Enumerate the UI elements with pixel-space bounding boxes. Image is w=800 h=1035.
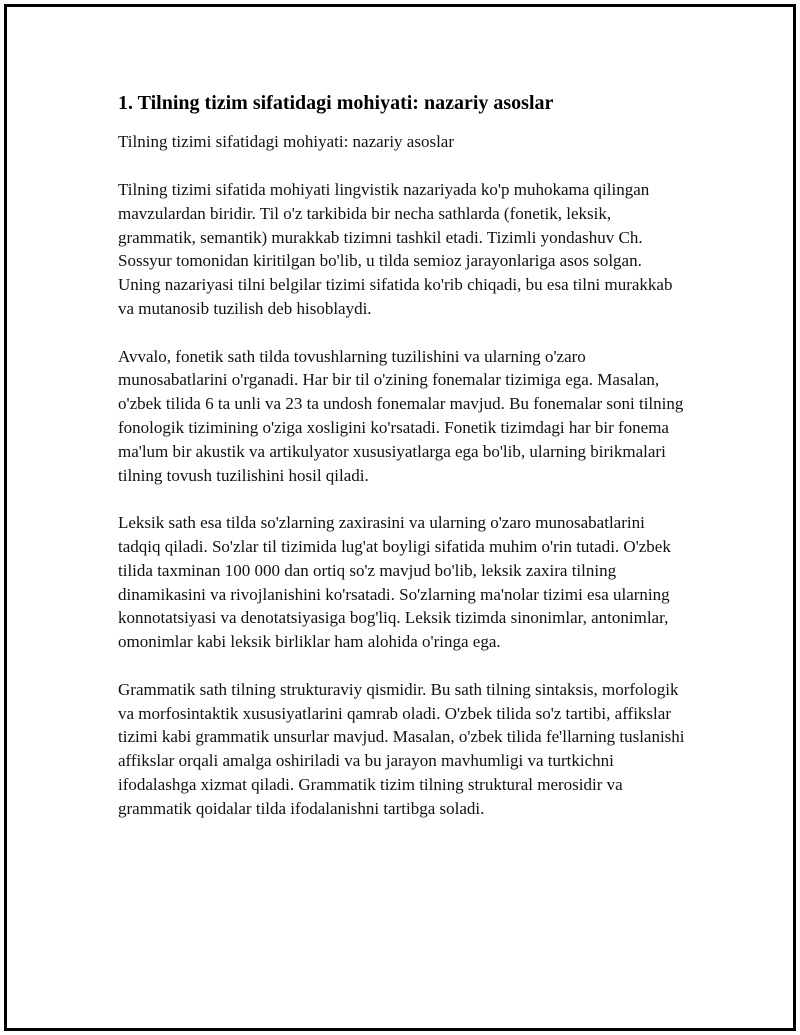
section-heading: 1. Tilning tizim sifatidagi mohiyati: nazariy asoslar [118,92,554,114]
paragraph-grammatical: Grammatik sath tilning strukturaviy qismidir. Bu sath tilning sintaksis, morfologik va morfosintaktik xususiyatlarini qamrab oladi. O'zbek tilida so'z tartibi, affikslar tizimi kabi grammatik unsurlar mavjud. Masalan, o'zbek tilida fe'llarning tuslanishi affikslar orqali amalga oshiriladi va bu jarayon mavhumligi va turtkichni ifodalashga xizmat qiladi. Grammatik tizim tilning struktural merosidir va grammatik qoidalar tilda ifodalanishni tartibga soladi. [118,679,685,818]
section-subtitle: Tilning tizimi sifatidagi mohiyati: nazariy asoslar [118,132,455,151]
paragraph-phonetic: Avvalo, fonetik sath tilda tovushlarning tuzilishini va ularning o'zaro munosabatlarini o'rganadi. Har bir til o'zining fonemalar tizimiga ega. Masalan, o'zbek tilida 6 ta unli va 23 ta undosh fonemalar mavjud. Bu fonemalar soni tilning fonologik tizimining o'ziga xosligini ko'rsatadi. Fonetik tizimdagi har bir fonema ma'lum bir akustik va artikulyator xususiyatlarga ega bo'lib, ularning birikmalari tilning tovush tuzilishini hosil qiladi. [118,346,684,485]
paragraph-lexical: Leksik sath esa tilda so'zlarning zaxirasini va ularning o'zaro munosabatlarini tadqiq qiladi. So'zlar til tizimida lug'at boyligi sifatida muhim o'rin tutadi. O'zbek tilida taxminan 100 000 dan ortiq so'z mavjud bo'lib, leksik zaxira tilning dinamikasini va rivojlanishini ko'rsatadi. So'zlarning ma'nolar tizimi esa ularning konnotatsiyasi va denotatsiyasiga bog'liq. Leksik tizimda sinonimlar, antonimlar, omonimlar kabi leksik birliklar ham alohida o'ringa ega. [118,513,671,652]
document-body [118,90,688,844]
paragraph-intro: Tilning tizimi sifatida mohiyati lingvistik nazariyada ko'p muhokama qilingan mavzulardan biridir. Til o'z tarkibida bir necha sathlarda (fonetik, leksik, grammatik, semantik) murakkab tizimni tashkil etadi. Tizimli yondashuv Ch. Sossyur tomonidan kiritilgan bo'lib, u tilda semioz jarayonlariga asos solgan. Uning nazariyasi tilni belgilar tizimi sifatida ko'rib chiqadi, bu esa tilni murakkab va mutanosib tuzilish deb hisoblaydi. [118,180,673,318]
